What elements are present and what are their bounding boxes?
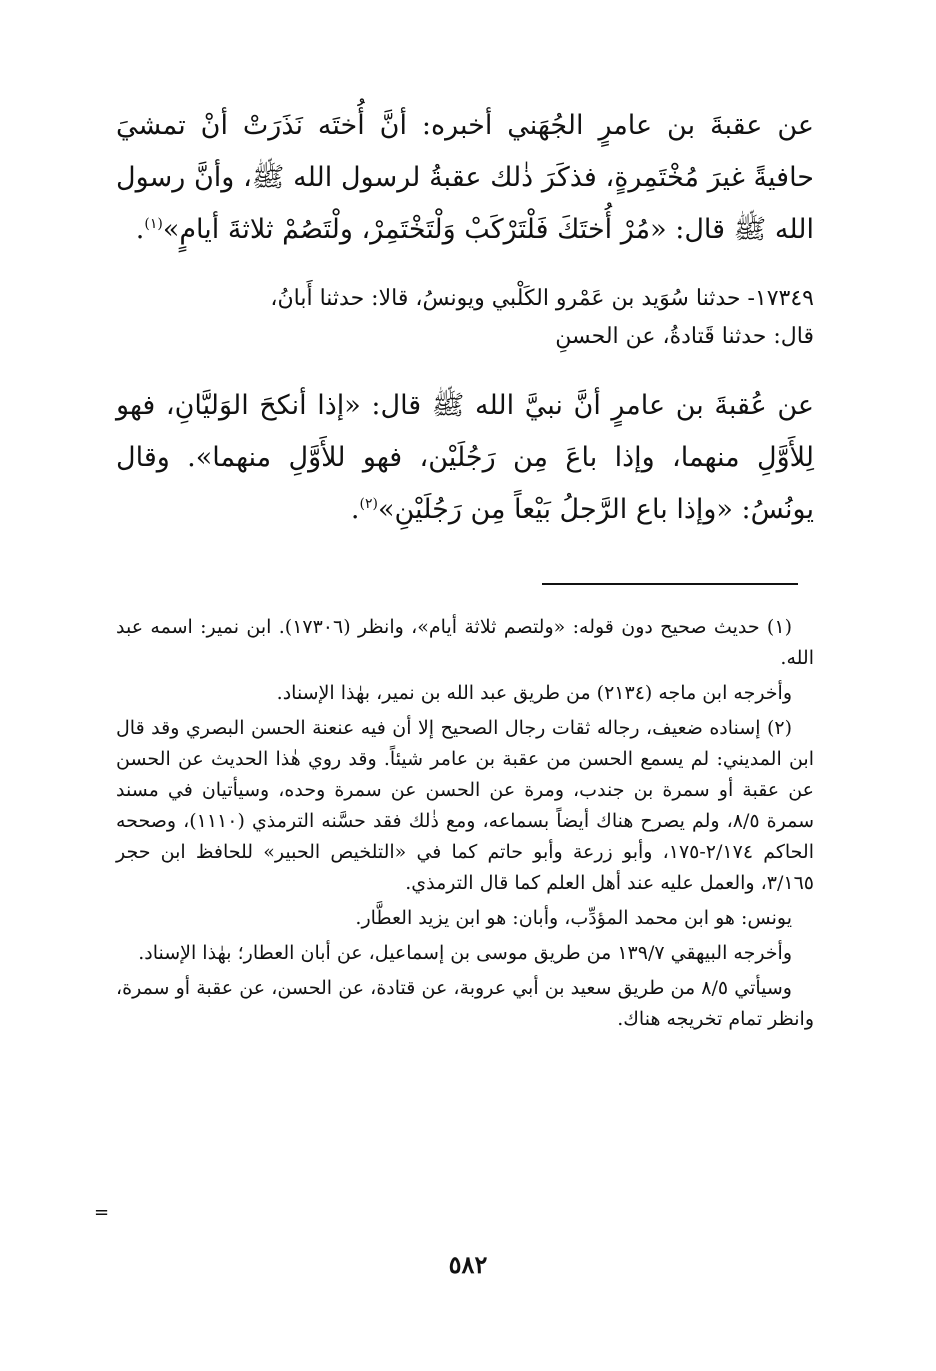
hadith-number-line: ١٧٣٤٩- حدثنا سُوَيد بن عَمْرو الكَلْبي ويونسُ، قالا: حدثنا أَبانُ، (270, 286, 814, 311)
hadith-text-1-body: عن عقبةَ بن عامرٍ الجُهَني أخبره: أنَّ أُختَه نَذَرَتْ أنْ تمشيَ حافيةً غيرَ مُخْتَمِرةٍ، فذكَرَ ذٰلك عقبةُ لرسول الله ﷺ، وأنَّ رسول الله ﷺ قال: «مُرْ أُختَكَ فَلْتَرْكَبْ وَلْتَخْتَمِرْ، ولْتَصُمْ ثلاثةَ أيامٍ» (116, 110, 814, 245)
hadith-text-2-body: عن عُقبةَ بن عامرٍ أنَّ نبيَّ الله ﷺ قال: «إذا أنكحَ الوَليَّانِ، فهو لِلأَوَّلِ منهما، وإذا باعَ مِن رَجُلَيْن، فهو للأَوَّلِ منهما». وقال يونُسُ: «وإذا باع الرَّجلُ بَيْعاً مِن رَجُلَيْنِ» (116, 390, 814, 525)
hadith-text-2-end: . (350, 494, 360, 525)
footnote-2-bayhaqi: وأخرجه البيهقي ١٣٩/٧ من طريق موسى بن إسماعيل، عن أبان العطار؛ بهٰذا الإسناد. (138, 942, 792, 964)
footnote-ref-2: (٢) (359, 496, 378, 512)
footnote-ref-1: (١) (144, 216, 163, 232)
footnote-separator (542, 583, 798, 585)
footnote-1: (١) حديث صحيح دون قوله: «ولتصم ثلاثة أيام»، وانظر (١٧٣٠٦). ابن نمير: اسمه عبد الله. (116, 616, 814, 669)
continuation-mark: = (94, 1202, 110, 1223)
hadith-text-1 (116, 100, 814, 256)
footnotes-section (116, 612, 814, 1039)
hadith-isnad (116, 280, 814, 356)
hadith-chain-line: قال: حدثنا قَتادةُ، عن الحسنِ (555, 324, 814, 349)
footnote-2-narrators: يونس: هو ابن محمد المؤدِّب، وأبان: هو ابن يزيد العطَّار. (355, 907, 792, 929)
footnote-2-cross-ref: وسيأتي ٨/٥ من طريق سعيد بن أبي عروبة، عن قتادة، عن الحسن، عن عقبة أو سمرة، وانظر تمام تخريجه هناك. (116, 977, 814, 1030)
hadith-text-1-end: . (135, 214, 145, 245)
page-number: ٥٨٢ (448, 1250, 488, 1279)
footnote-1-takhrij: وأخرجه ابن ماجه (٢١٣٤) من طريق عبد الله بن نمير، بهٰذا الإسناد. (276, 682, 792, 704)
hadith-text-2 (116, 380, 814, 536)
footnote-2: (٢) إسناده ضعيف، رجاله ثقات رجال الصحيح إلا أن فيه عنعنة الحسن البصري وقد قال ابن المديني: لم يسمع الحسن من عقبة بن عامر شيئاً. وقد روي هٰذا الحديث عن الحسن عن عقبة أو سمرة بن جندب، ومرة عن الحسن عن سمرة وحده، وسيأتيان في مسند سمرة ٨/٥، ولم يصرح هناك أيضاً بسماعه، ومع ذٰلك فقد حسَّنه الترمذي (١١١٠)، وصححه الحاكم ٢/١٧٤-١٧٥، وأبو زرعة وأبو حاتم كما في «التلخيص الحبير» للحافظ ابن حجر ٣/١٦٥، والعمل عليه عند أهل العلم كما قال الترمذي. (116, 717, 815, 894)
